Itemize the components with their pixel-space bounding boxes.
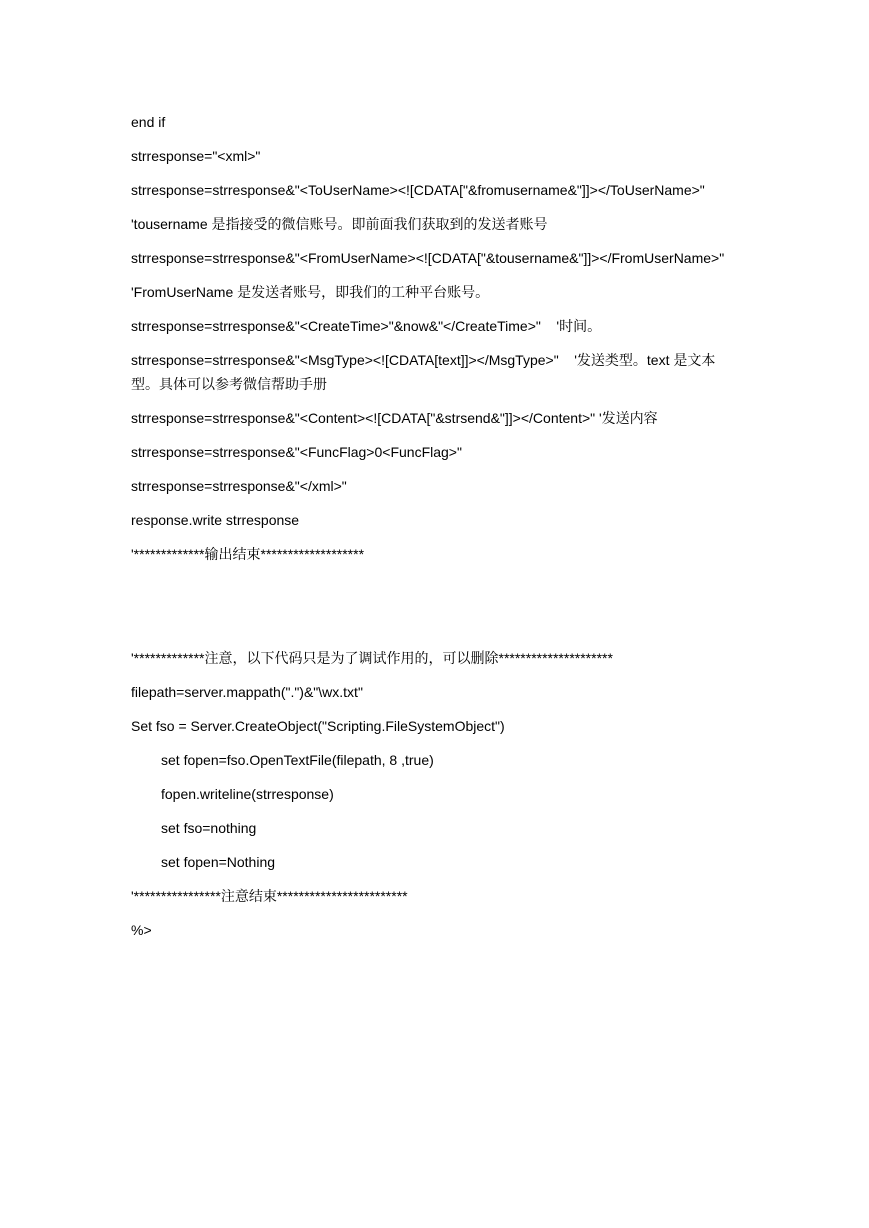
code-line: strresponse=strresponse&"<CreateTime>"&now&"</CreateTime>" '时间。 xyxy=(131,318,602,334)
code-line: strresponse=strresponse&"<FromUserName><![CDATA["&tousername&"]]></FromUserName>" xyxy=(131,250,725,266)
code-line: strresponse="<xml>" xyxy=(131,148,261,164)
code-line: strresponse=strresponse&"</xml>" xyxy=(131,478,347,494)
code-line-indented: set fopen=Nothing xyxy=(161,854,276,870)
debug-end-comment: '****************注意结束************************ xyxy=(131,888,408,904)
code-line: strresponse=strresponse&"<FuncFlag>0<FuncFlag>" xyxy=(131,444,462,460)
code-line-continuation: 型。具体可以参考微信帮助手册 xyxy=(131,376,327,392)
code-line: %> xyxy=(131,922,152,938)
debug-note-comment: '*************注意，以下代码只是为了调试作用的，可以删除********************* xyxy=(131,650,613,666)
code-line: response.write strresponse xyxy=(131,512,300,528)
section-end-comment: '*************输出结束******************* xyxy=(131,546,365,562)
code-line-indented: fopen.writeline(strresponse) xyxy=(161,786,334,802)
code-line-indented: set fso=nothing xyxy=(161,820,257,836)
code-listing xyxy=(131,112,741,954)
code-comment-line: 'FromUserName 是发送者账号，即我们的工种平台账号。 xyxy=(131,284,490,300)
blank-gap xyxy=(131,578,741,648)
code-line-indented: set fopen=fso.OpenTextFile(filepath, 8 ,true) xyxy=(161,752,434,768)
code-line: Set fso = Server.CreateObject("Scripting.FileSystemObject") xyxy=(131,718,505,734)
code-line: strresponse=strresponse&"<ToUserName><![CDATA["&fromusername&"]]></ToUserName>" xyxy=(131,182,705,198)
code-line: strresponse=strresponse&"<Content><![CDATA["&strsend&"]]></Content>" '发送内容 xyxy=(131,410,658,426)
code-comment-line: 'tousername 是指接受的微信账号。即前面我们获取到的发送者账号 xyxy=(131,216,548,232)
code-line: filepath=server.mappath(".")&"\wx.txt" xyxy=(131,684,363,700)
code-line: end if xyxy=(131,114,166,130)
code-line: strresponse=strresponse&"<MsgType><![CDATA[text]]></MsgType>" '发送类型。text 是文本 xyxy=(131,352,716,368)
